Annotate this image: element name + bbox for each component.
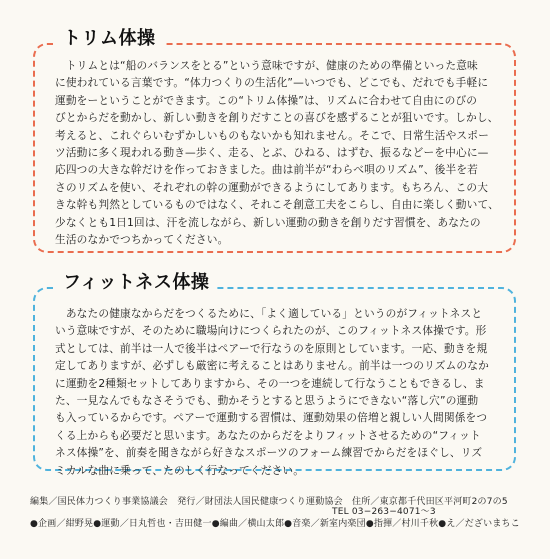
credits-phone: TEL 03−263−4071〜3 <box>332 507 436 517</box>
credits-publisher-line: 編集／国民体力つくり事業協議会 発行／財団法人国民健康つくり運動協会 住所／東京都千代田区平河町2の7の5 <box>30 497 508 507</box>
section-title: トリム体操 <box>55 24 164 50</box>
credits-block <box>30 493 530 533</box>
trim-exercise-section <box>33 28 516 253</box>
credits-staff-line: ●企画／紺野晃●運動／日丸哲也・吉田健一●編曲／横山太郎●音楽／新室内楽団●指揮／村川千秋●え／だざいまちこ <box>30 519 520 529</box>
section-body: トリムとは“船のバランスをとる”という意味ですが、健康のための準備といった意味 に使われている言葉です。“体力つくりの生活化”—いつでも、どこでも、だれでも手軽に 運動をーということができます。この“トリム体操”は、リズムに合わせて自由にのびの びとからだを動かし、新しい動きを創りだすことの喜びを感ずることが狙いです。しかし、 考えると、これぐらいむずかしいものもないかも知れません。そこで、日常生活やスポー ツ活動に多く現われる動き—歩く、走る、とぶ、ひねる、はずむ、振るなどーを中心に— 応四つの大きな幹だけを作っておきました。曲は前半が“わらべ唄のリズム”、後半を若 さのリズムを使い、それぞれの幹の運動ができるようにしてあります。もちろん、この大 きな幹も判然としているものではなく、それこそ創意工夫をこらし、自由に楽しく動いて、 少なくとも1日1回は、汗を流しながら、新しい運動の動きを創りだす習慣を、あなたの 生活のなかでつちかってください。 <box>55 59 499 247</box>
section-title: フィットネス体操 <box>55 268 217 294</box>
fitness-exercise-section <box>33 272 516 477</box>
section-body: あなたの健康なからだをつくるために、「よく適している」というのがフィットネスと いう意味ですが、そのために職場向けにつくられたのが、このフィットネス体操です。形 式としては、前半は一人で後半はペアーで行なうのを原則としています。一応、動きを規 定してありますが、必ずしも厳密に考えることはありません。前半は一つのリズムのなか に運動を2種類セットしてありますから、その一つを連続して行なうこともできるし、ま た、一見なんでもなさそうでも、動かそうとすると思うようにできない“落し穴”の運動 も入っているからです。ペアーで運動する習慣は、運動効果の倍増と親しい人間関係をつ くる上からも必要だと思います。あなたのからだをよりフィットさせるための“フィット ネス体操”を、前奏を聞きながら好きなスポーツのフォーム練習でからだをほぐし、リズ ミカルな曲に乗って、たのしく行なってください。 <box>55 307 489 477</box>
